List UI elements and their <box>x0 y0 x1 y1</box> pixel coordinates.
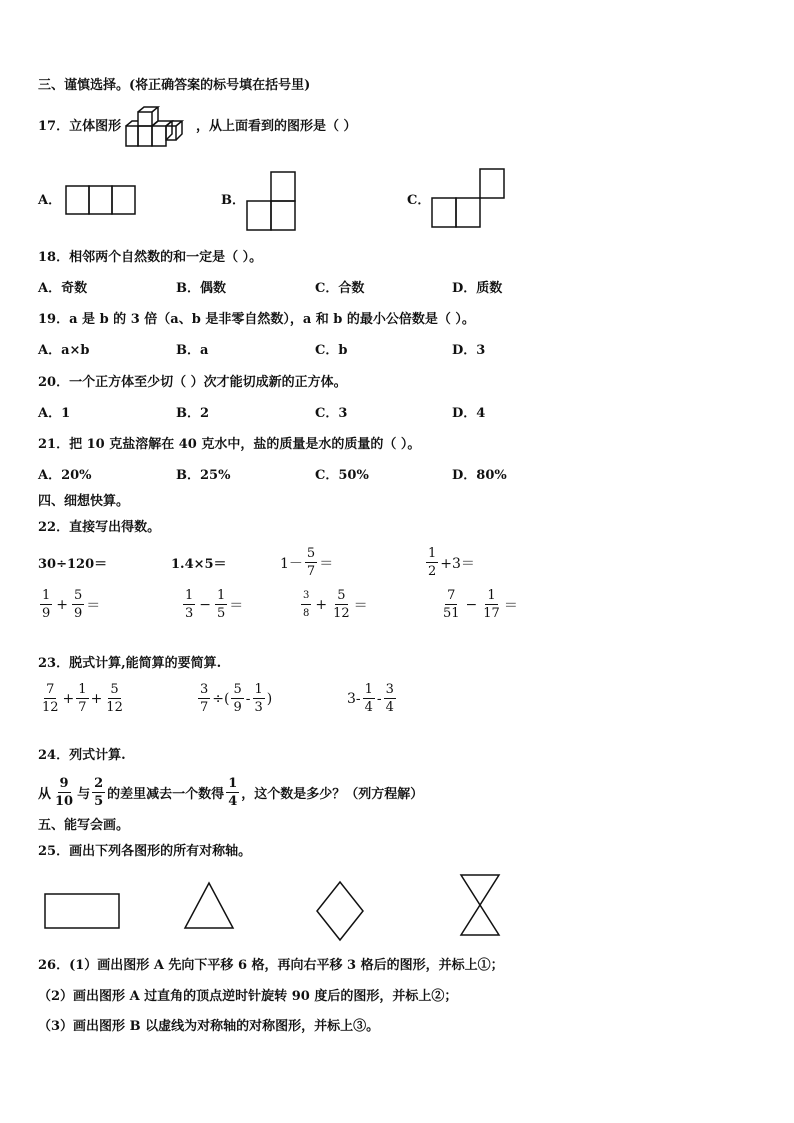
q22-expr-4: $\frac{1}{2}$ +3＝ <box>428 546 475 579</box>
q18-option-d[interactable]: D．质数 <box>452 281 503 296</box>
q18-option-c[interactable]: C．合数 <box>315 281 365 296</box>
section-5-heading: 五、能写会画。 <box>38 818 130 833</box>
q23-expr-b: $\frac{3}{7}$ ÷( $\frac{5}{9}$ - $\frac{1}{3}$ ) <box>200 682 273 715</box>
q22-title: 22．直接写出得数。 <box>38 520 161 535</box>
q17-option-c-label[interactable]: C． <box>407 193 431 208</box>
section-3-heading: 三、谨慎选择。(将正确答案的标号填在括号里) <box>38 78 311 93</box>
q21-option-d[interactable]: D．80% <box>452 468 507 483</box>
q24-title: 24．列式计算. <box>38 748 126 763</box>
q26-line-3: （3）画出图形 B 以虚线为对称轴的对称图形，并标上③。 <box>38 1019 380 1034</box>
q17-option-b-label[interactable]: B． <box>221 193 245 208</box>
q20-option-b[interactable]: B．2 <box>176 406 210 421</box>
q22-expr-3: 1－ $\frac{5}{7}$ ＝ <box>280 546 334 579</box>
q23-title: 23．脱式计算,能简算的要简算. <box>38 656 222 671</box>
q19-option-c[interactable]: C．b <box>315 343 348 358</box>
q22-expr-5: $\frac{1}{9}$ + $\frac{5}{9}$ ＝ <box>42 588 101 621</box>
q17-stem-suffix: ，从上面看到的图形是（ ） <box>196 119 357 134</box>
q18-stem: 18．相邻两个自然数的和一定是（ ）。 <box>38 250 263 265</box>
q25-hourglass[interactable] <box>460 874 502 938</box>
q26-line-1: 26．(1）画出图形 A 先向下平移 6 格，再向右平移 3 格后的图形，并标上①； <box>38 958 504 973</box>
q21-option-a[interactable]: A．20% <box>38 468 92 483</box>
q25-title: 25．画出下列各图形的所有对称轴。 <box>38 844 252 859</box>
q21-stem: 21．把 10 克盐溶解在 40 克水中，盐的质量是水的质量的（ ）。 <box>38 437 421 452</box>
q22-expr-7: $\frac{3}{8}$ + $\frac{5}{12}$ ＝ <box>303 588 368 621</box>
q22-expr-6: $\frac{1}{3}$ − $\frac{1}{5}$ ＝ <box>185 588 244 621</box>
q20-stem: 20．一个正方体至少切（ ）次才能切成新的正方体。 <box>38 375 347 390</box>
q17-solid-figure <box>124 106 188 150</box>
q17-stem-prefix: 17．立体图形 <box>38 119 122 134</box>
q24-question: 从 $\frac{9}{10}$ 与 $\frac{2}{5}$ 的差里减去一个数得 $\frac{1}{4}$ ，这个数是多少？（列方程解） <box>38 776 424 809</box>
q20-option-c[interactable]: C．3 <box>315 406 348 421</box>
q21-option-c[interactable]: C．50% <box>315 468 369 483</box>
q20-option-a[interactable]: A．1 <box>38 406 71 421</box>
q17-option-a-figure <box>66 186 138 216</box>
q25-rhombus[interactable] <box>316 881 366 943</box>
q23-expr-a: $\frac{7}{12}$ + $\frac{1}{7}$ + $\frac{5}{12}$ <box>42 682 123 715</box>
q17-option-c-figure <box>432 169 506 231</box>
q19-option-d[interactable]: D．3 <box>452 343 486 358</box>
q19-option-b[interactable]: B．a <box>176 343 209 358</box>
q23-expr-c: 3- $\frac{1}{4}$ - $\frac{3}{4}$ <box>347 682 394 715</box>
q22-expr-2: 1.4×5＝ <box>171 557 227 572</box>
q21-option-b[interactable]: B．25% <box>176 468 231 483</box>
q25-rectangle[interactable] <box>44 893 122 931</box>
section-4-heading: 四、细想快算。 <box>38 494 130 509</box>
q22-expr-1: 30÷120＝ <box>38 557 108 572</box>
q25-triangle[interactable] <box>184 882 236 930</box>
q22-expr-8: $\frac{7}{51}$ − $\frac{1}{17}$ ＝ <box>443 588 518 621</box>
q17-option-b-figure <box>247 172 297 232</box>
q26-line-2: （2）画出图形 A 过直角的顶点逆时针旋转 90 度后的图形，并标上②； <box>38 989 458 1004</box>
q19-stem: 19．a 是 b 的 3 倍（a、b 是非零自然数），a 和 b 的最小公倍数是（ ）。 <box>38 312 475 327</box>
q17-option-a-label[interactable]: A． <box>38 193 62 208</box>
q19-option-a[interactable]: A．a×b <box>38 343 90 358</box>
q18-option-a[interactable]: A．奇数 <box>38 281 88 296</box>
q20-option-d[interactable]: D．4 <box>452 406 486 421</box>
q18-option-b[interactable]: B．偶数 <box>176 281 226 296</box>
